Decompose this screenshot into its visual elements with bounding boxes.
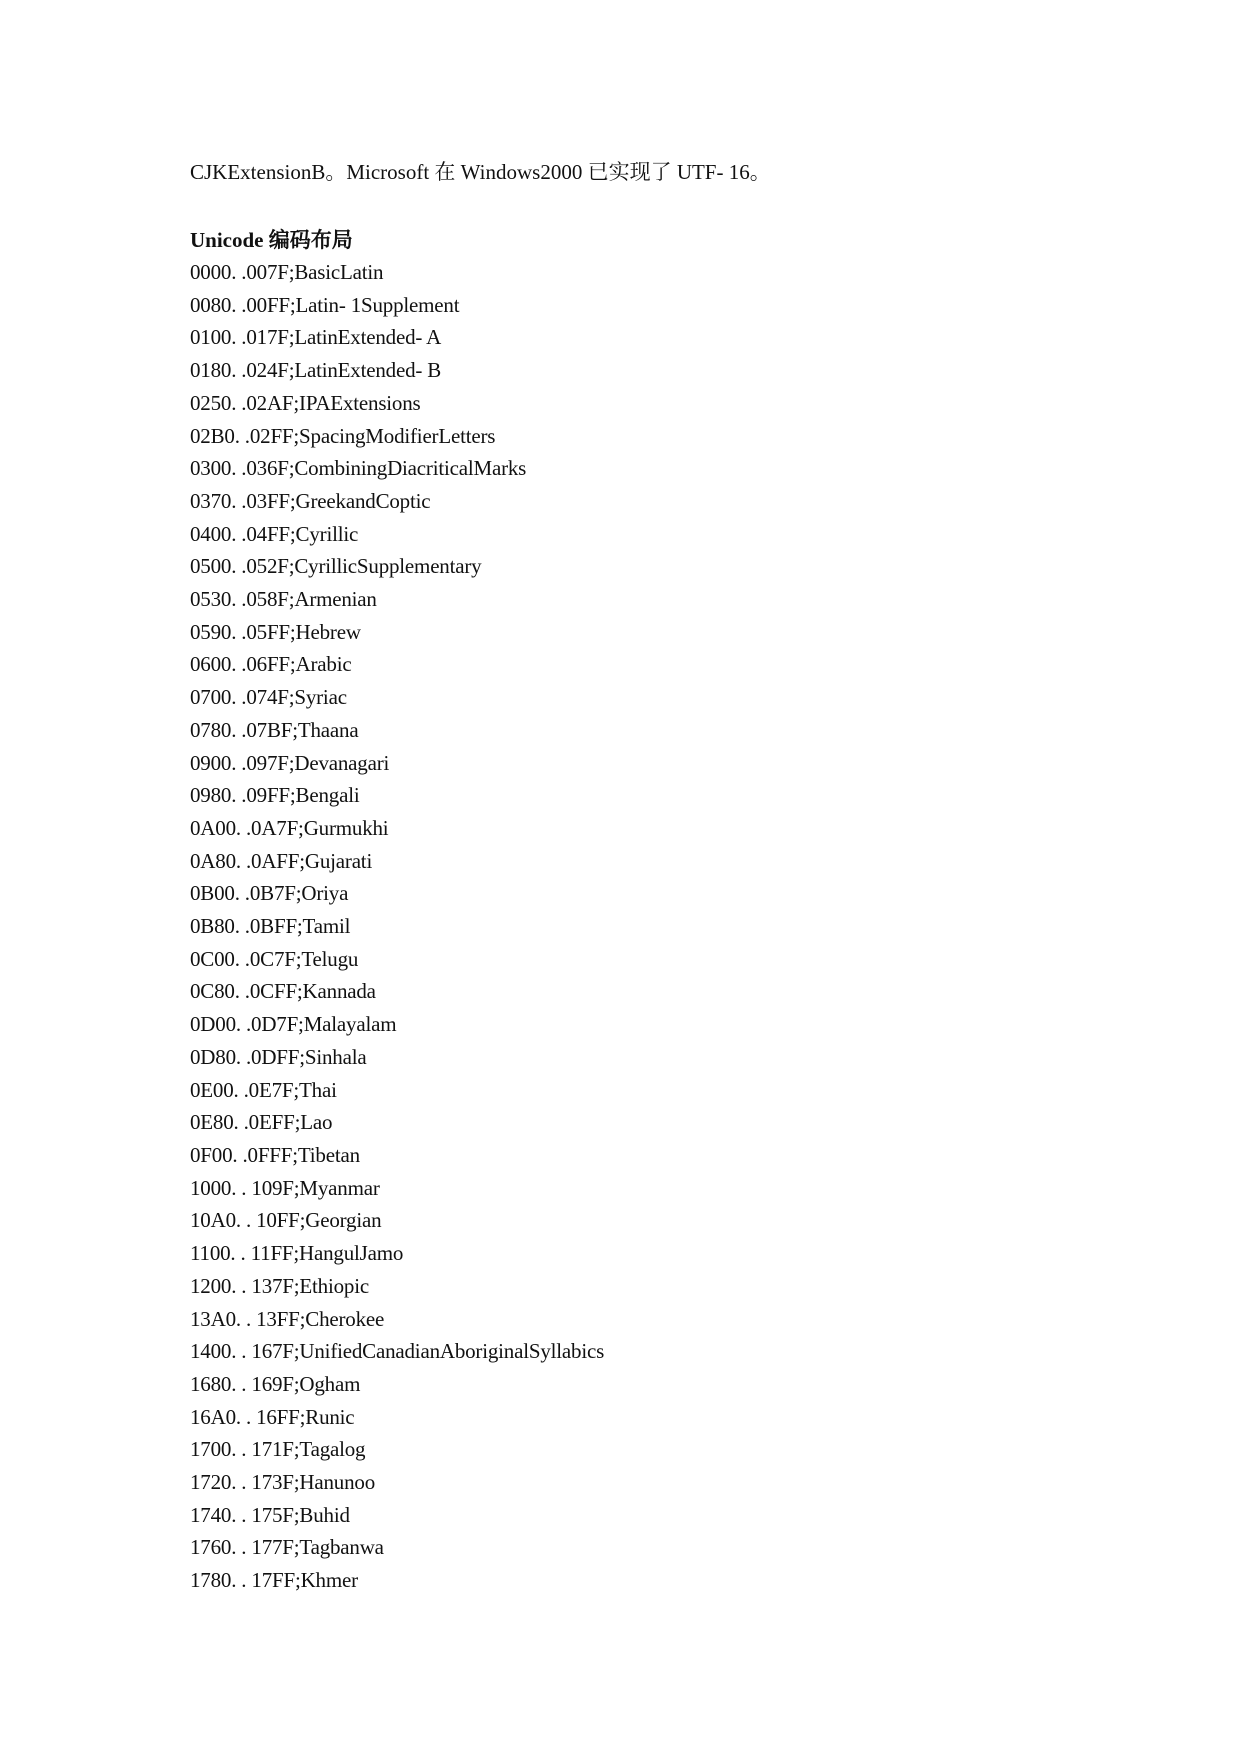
unicode-block-entry: 0A80. .0AFF;Gujarati	[190, 848, 373, 873]
unicode-block-entry: 0E00. .0E7F;Thai	[190, 1077, 337, 1102]
unicode-block-entry: 1760. . 177F;Tagbanwa	[190, 1535, 384, 1560]
unicode-block-entry: 1780. . 17FF;Khmer	[190, 1568, 358, 1593]
unicode-block-entry: 0100. .017F;LatinExtended- A	[190, 325, 442, 350]
unicode-block-entry: 1740. . 175F;Buhid	[190, 1502, 350, 1527]
unicode-block-entry: 13A0. . 13FF;Cherokee	[190, 1306, 385, 1331]
unicode-block-entry: 1000. . 109F;Myanmar	[190, 1175, 380, 1200]
unicode-block-entry: 0D00. .0D7F;Malayalam	[190, 1012, 397, 1037]
unicode-block-entry: 0080. .00FF;Latin- 1Supplement	[190, 292, 460, 317]
unicode-block-entry: 0600. .06FF;Arabic	[190, 652, 352, 677]
unicode-block-entry: 0180. .024F;LatinExtended- B	[190, 358, 442, 383]
unicode-block-entry: 0700. .074F;Syriac	[190, 685, 347, 710]
unicode-block-entry: 16A0. . 16FF;Runic	[190, 1404, 355, 1429]
unicode-block-entry: 1700. . 171F;Tagalog	[190, 1437, 366, 1462]
unicode-block-entry: 0C00. .0C7F;Telugu	[190, 946, 359, 971]
unicode-block-entry: 0370. .03FF;GreekandCoptic	[190, 488, 431, 513]
unicode-block-entry: 0250. .02AF;IPAExtensions	[190, 390, 421, 415]
unicode-block-entry: 1200. . 137F;Ethiopic	[190, 1273, 369, 1298]
unicode-block-entry: 0B00. .0B7F;Oriya	[190, 881, 349, 906]
unicode-block-entry: 0400. .04FF;Cyrillic	[190, 521, 359, 546]
unicode-block-entry: 0E80. .0EFF;Lao	[190, 1110, 333, 1135]
unicode-block-entry: 1720. . 173F;Hanunoo	[190, 1470, 376, 1495]
unicode-block-entry: 0A00. .0A7F;Gurmukhi	[190, 815, 389, 840]
unicode-block-entry: 0C80. .0CFF;Kannada	[190, 979, 376, 1004]
unicode-block-entry: 02B0. .02FF;SpacingModifierLetters	[190, 423, 496, 448]
intro-line: CJKExtensionB。Microsoft 在 Windows2000 已实现了 UTF- 16。	[190, 160, 771, 184]
unicode-block-entry: 0300. .036F;CombiningDiacriticalMarks	[190, 456, 527, 481]
unicode-block-entry: 0B80. .0BFF;Tamil	[190, 914, 351, 939]
unicode-block-entry: 0980. .09FF;Bengali	[190, 783, 360, 808]
unicode-block-list	[190, 256, 604, 1597]
unicode-block-entry: 1100. . 11FF;HangulJamo	[190, 1241, 404, 1266]
unicode-block-entry: 0F00. .0FFF;Tibetan	[190, 1142, 360, 1167]
unicode-block-entry: 0780. .07BF;Thaana	[190, 717, 359, 742]
unicode-block-entry: 1400. . 167F;UnifiedCanadianAboriginalSyllabics	[190, 1339, 605, 1364]
unicode-block-entry: 0590. .05FF;Hebrew	[190, 619, 361, 644]
section-heading: Unicode 编码布局	[190, 228, 353, 252]
unicode-block-entry: 0900. .097F;Devanagari	[190, 750, 390, 775]
unicode-block-entry: 0000. .007F;BasicLatin	[190, 260, 384, 284]
unicode-block-entry: 10A0. . 10FF;Georgian	[190, 1208, 382, 1233]
unicode-block-entry: 0D80. .0DFF;Sinhala	[190, 1044, 367, 1069]
unicode-block-entry: 1680. . 169F;Ogham	[190, 1371, 361, 1396]
unicode-block-entry: 0530. .058F;Armenian	[190, 587, 377, 612]
unicode-block-entry: 0500. .052F;CyrillicSupplementary	[190, 554, 482, 579]
